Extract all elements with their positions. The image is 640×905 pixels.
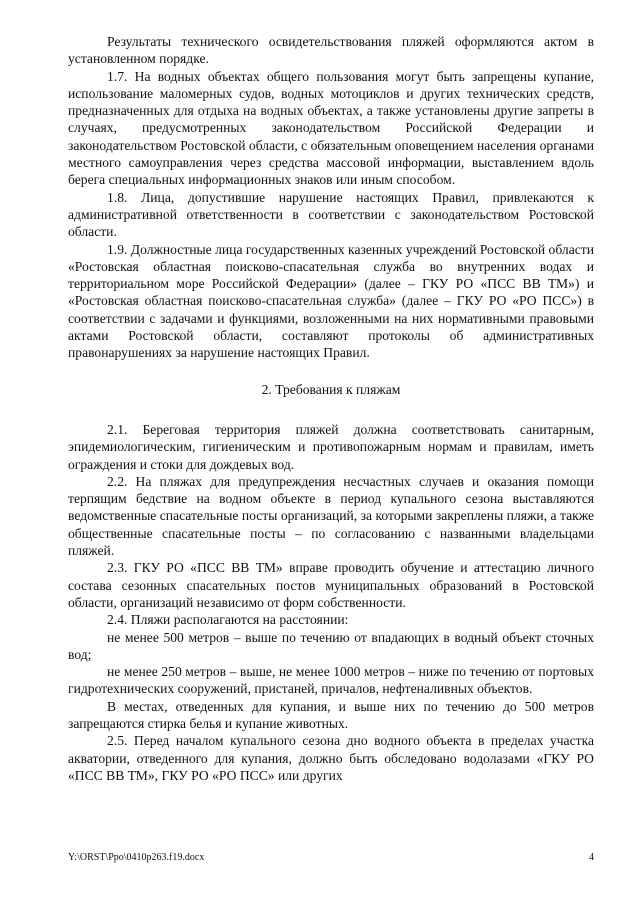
paragraph-2-5: 2.5. Перед началом купального сезона дно водного объекта в пределах участка акватории, отведенного для купания, должно быть обследовано водолазами «ГКУ РО «ПСС ВВ ТМ», ГКУ РО «РО ПСС» или других — [68, 733, 594, 783]
section-heading: 2. Требования к пляжам — [261, 381, 401, 397]
document-body — [68, 33, 594, 784]
paragraph-2-3: 2.3. ГКУ РО «ПСС ВВ ТМ» вправе проводить обучение и аттестацию личного состава сезонных спасательных постов муниципальных образований в Ростовской области, организаций независимо от форм собственности. — [68, 560, 594, 610]
footer-file-path: Y:\ORST\Ppo\0410p263.f19.docx — [68, 852, 205, 863]
paragraph-2-2: 2.2. На пляжах для предупреждения несчастных случаев и оказания помощи терпящим бедствие на водном объекте в период купального сезона выставляются ведомственные спасательные посты организаций, за которыми закреплены пляжи, а также общественные спасательные посты – по согласованию с названными владельцами пляжей. — [68, 473, 594, 559]
paragraph-1-7: 1.7. На водных объектах общего пользования могут быть запрещены купание, использование маломерных судов, водных мотоциклов и других технических средств, предназначенных для отдыха на водных объектах, а также установлены другие запреты в случаях, предусмотренных законодательством Российской Федерации и законодательством Ростовской области, с обязательным оповещением населения органами местного самоуправления через средства массовой информации, выставлением вдоль берега специальных информационных знаков или иным способом. — [68, 68, 594, 188]
paragraph-2-4: 2.4. Пляжи располагаются на расстоянии: — [107, 612, 349, 628]
footer-page-number: 4 — [589, 852, 594, 863]
paragraph-distance-500: не менее 500 метров – выше по течению от впадающих в водный объект сточных вод; — [68, 629, 594, 662]
paragraph-2-1: 2.1. Береговая территория пляжей должна соответствовать санитарным, эпидемиологическим, гигиеническим и противопожарным нормам и правилам, иметь ограждения и стоки для дождевых вод. — [68, 421, 594, 472]
paragraph-distance-250: не менее 250 метров – выше, не менее 1000 метров – ниже по течению от портовых гидротехнических сооружений, пристаней, причалов, нефтеналивных объектов. — [68, 664, 594, 697]
paragraph-bathing-areas: В местах, отведенных для купания, и выше них по течению до 500 метров запрещаются стирка белья и купание животных. — [68, 698, 594, 731]
paragraph-acts: Результаты технического освидетельствования пляжей оформляются актом в установленном порядке. — [68, 34, 594, 67]
paragraph-1-8: 1.8. Лица, допустившие нарушение настоящих Правил, привлекаются к административной ответственности в соответствии с законодательством Ростовской области. — [68, 189, 594, 240]
paragraph-1-9: 1.9. Должностные лица государственных казенных учреждений Ростовской области «Ростовская областная поисково-спасательная служба во внутренних водах и территориальном море Российской Федерации» (далее – ГКУ РО «ПСС ВВ ТМ») и «Ростовская областная поисково-спасательная служба» (далее – ГКУ РО «РО ПСС») в соответствии с задачами и функциями, возложенными на них нормативными правовыми актами Ростовской области, составляют протоколы об административных правонарушениях за нарушение настоящих Правил. — [68, 241, 594, 361]
page-footer — [68, 852, 594, 864]
